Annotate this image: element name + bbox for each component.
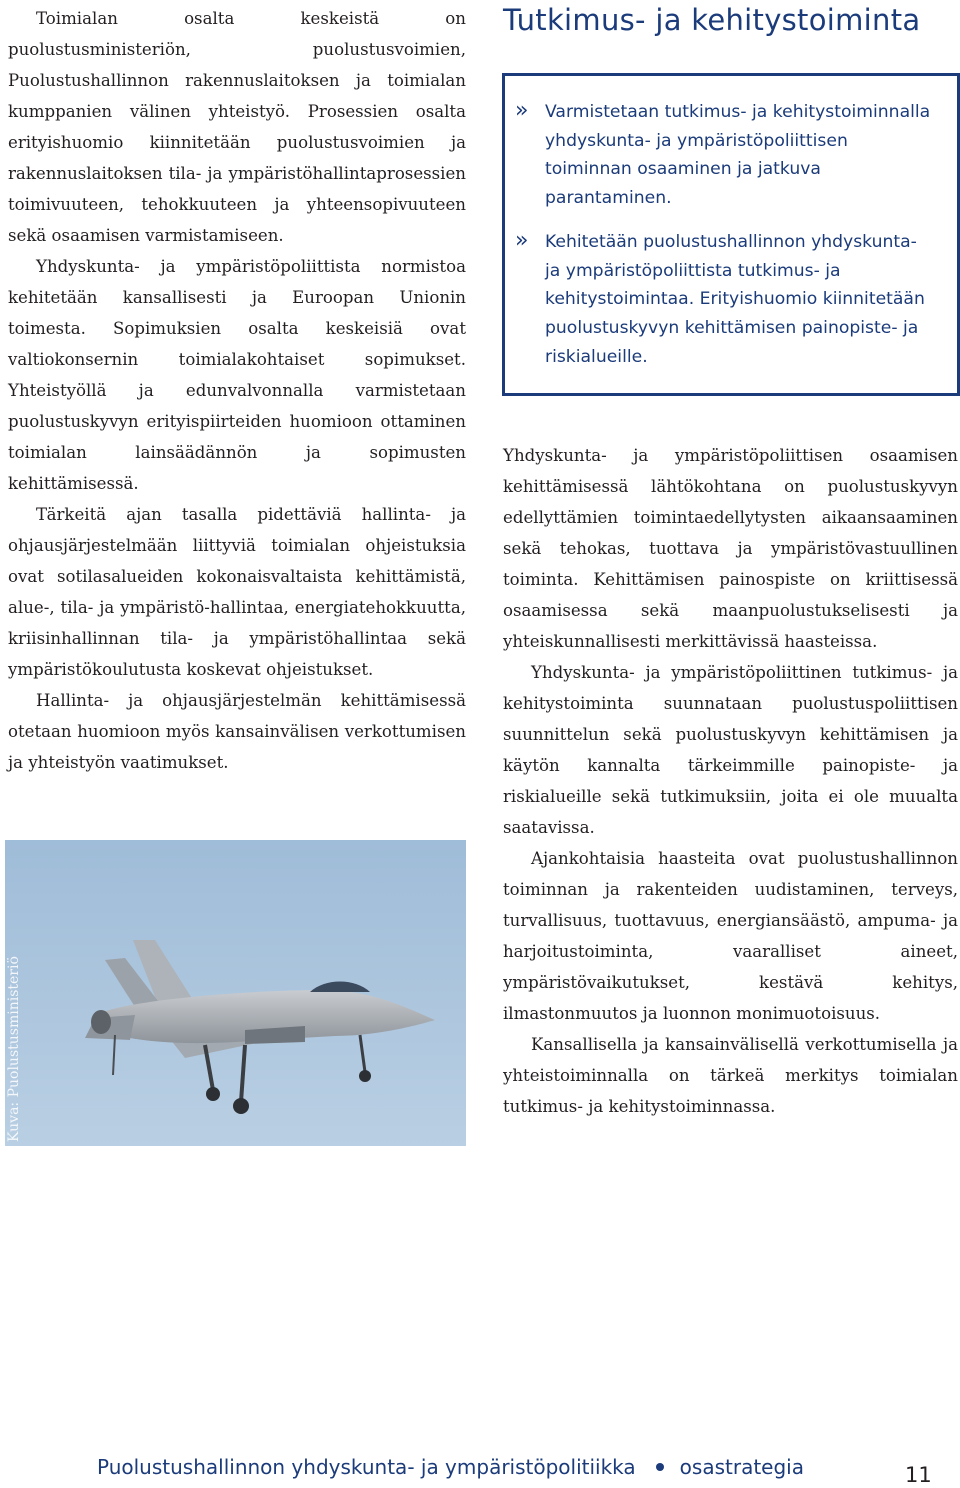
body-paragraph: Yhdyskunta- ja ympäristöpoliittista normistoa kehitetään kansallisesti ja Euroopan Unionin toimesta. Sopimuksien osalta keskeisiä ovat valtiokonsernin toimialakohtaiset sopimukset. Yhteistyöllä ja edunvalvonnalla varmistetaan puolustuskyvyn erityispiirteiden huomioon ottaminen toimialan lainsäädännön ja sopimusten kehittämisessä.	[8, 257, 466, 493]
double-chevron-icon: »	[515, 98, 529, 123]
publication-title: Puolustushallinnon yhdyskunta- ja ympäristöpolitiikka	[97, 1455, 636, 1479]
highlight-box	[502, 73, 960, 396]
bullet-dot-icon	[656, 1463, 664, 1471]
page-footer	[97, 1453, 804, 1481]
body-paragraph: Tärkeitä ajan tasalla pidettäviä hallinta- ja ohjausjärjestelmään liittyviä toimialan ohjeistuksia ovat sotilasalueiden kokonaisvaltaista kehittämistä, alue-, tila- ja ympäristö-hallintaa, energiatehokkuutta, kriisinhallinnan tila- ja ympäristöhallintaa sekä ympäristökoulutusta koskevat ohjeistukset.	[8, 505, 466, 679]
fighter-jet-photo	[5, 840, 466, 1146]
footer-section: osastrategia	[679, 1455, 804, 1479]
body-paragraph: Yhdyskunta- ja ympäristöpoliittinen tutkimus- ja kehitystoiminta suunnataan puolustuspoliittisen suunnittelun sekä puolustuskyvyn kehittämisen ja käytön kannalta tärkeimmille painopiste- ja riskialueille sekä tutkimuksiin, joita ei ole muualta saatavissa.	[503, 663, 958, 837]
highlight-text: Varmistetaan tutkimus- ja kehitystoiminnalla yhdyskunta- ja ympäristöpoliittisen toiminnan osaaminen ja jatkuva parantaminen.	[545, 102, 931, 209]
body-paragraph: Ajankohtaisia haasteita ovat puolustushallinnon toiminnan ja rakenteiden uudistaminen, terveys, turvallisuus, tuottavuus, energiansäästö, ampuma- ja harjoitustoiminta, vaaralliset aineet, ympäristövaikutukset, kestävä kehitys, ilmastonmuutos ja luonnon monimuotoisuus.	[503, 849, 958, 1023]
jet-illustration	[5, 840, 466, 1146]
body-paragraph: Yhdyskunta- ja ympäristöpoliittisen osaamisen kehittämisessä lähtökohtana on puolustuskyvyn edellyttämien toimintaedellytysten aikaansaaminen sekä tehokas, tuottava ja ympäristövastuullinen toiminta. Kehittämisen painospiste on kriittisessä osaamisessa sekä maanpuolustukselisesti ja yhteiskunnallisesti merkittävissä haasteissa.	[503, 446, 958, 651]
section-title: Tutkimus- ja kehitystoiminta	[503, 3, 921, 37]
photo-credit: Kuva: Puolustusministeriö	[6, 956, 22, 1142]
double-chevron-icon: »	[515, 228, 529, 253]
highlight-item	[515, 98, 935, 213]
highlight-item	[515, 228, 935, 372]
highlight-text: Kehitetään puolustushallinnon yhdyskunta- ja ympäristöpoliittista tutkimus- ja kehitystoimintaa. Erityishuomio kiinnitetään puolustuskyvyn kehittämisen painopiste- ja riskialueille.	[545, 232, 925, 367]
body-paragraph: Hallinta- ja ohjausjärjestelmän kehittämisessä otetaan huomioon myös kansainvälisen verkottumisen ja yhteistyön vaatimukset.	[8, 691, 466, 772]
body-paragraph: Kansallisella ja kansainvälisellä verkottumisella ja yhteistoiminnalla on tärkeä merkitys toimialan tutkimus- ja kehitystoiminnassa.	[503, 1035, 958, 1116]
body-paragraph: Toimialan osalta keskeistä on puolustusministeriön, puolustusvoimien, Puolustushallinnon rakennuslaitoksen ja toimialan kumppanien välinen yhteistyö. Prosessien osalta erityishuomio kiinnitetään puolustusvoimien ja rakennuslaitoksen tila- ja ympäristöhallintaprosessien toimivuuteen, tehokkuuteen ja yhteensopivuuteen sekä osaamisen varmistamiseen.	[8, 9, 466, 245]
page-number: 11	[905, 1463, 932, 1487]
right-column	[503, 440, 958, 1122]
left-column	[8, 3, 466, 778]
